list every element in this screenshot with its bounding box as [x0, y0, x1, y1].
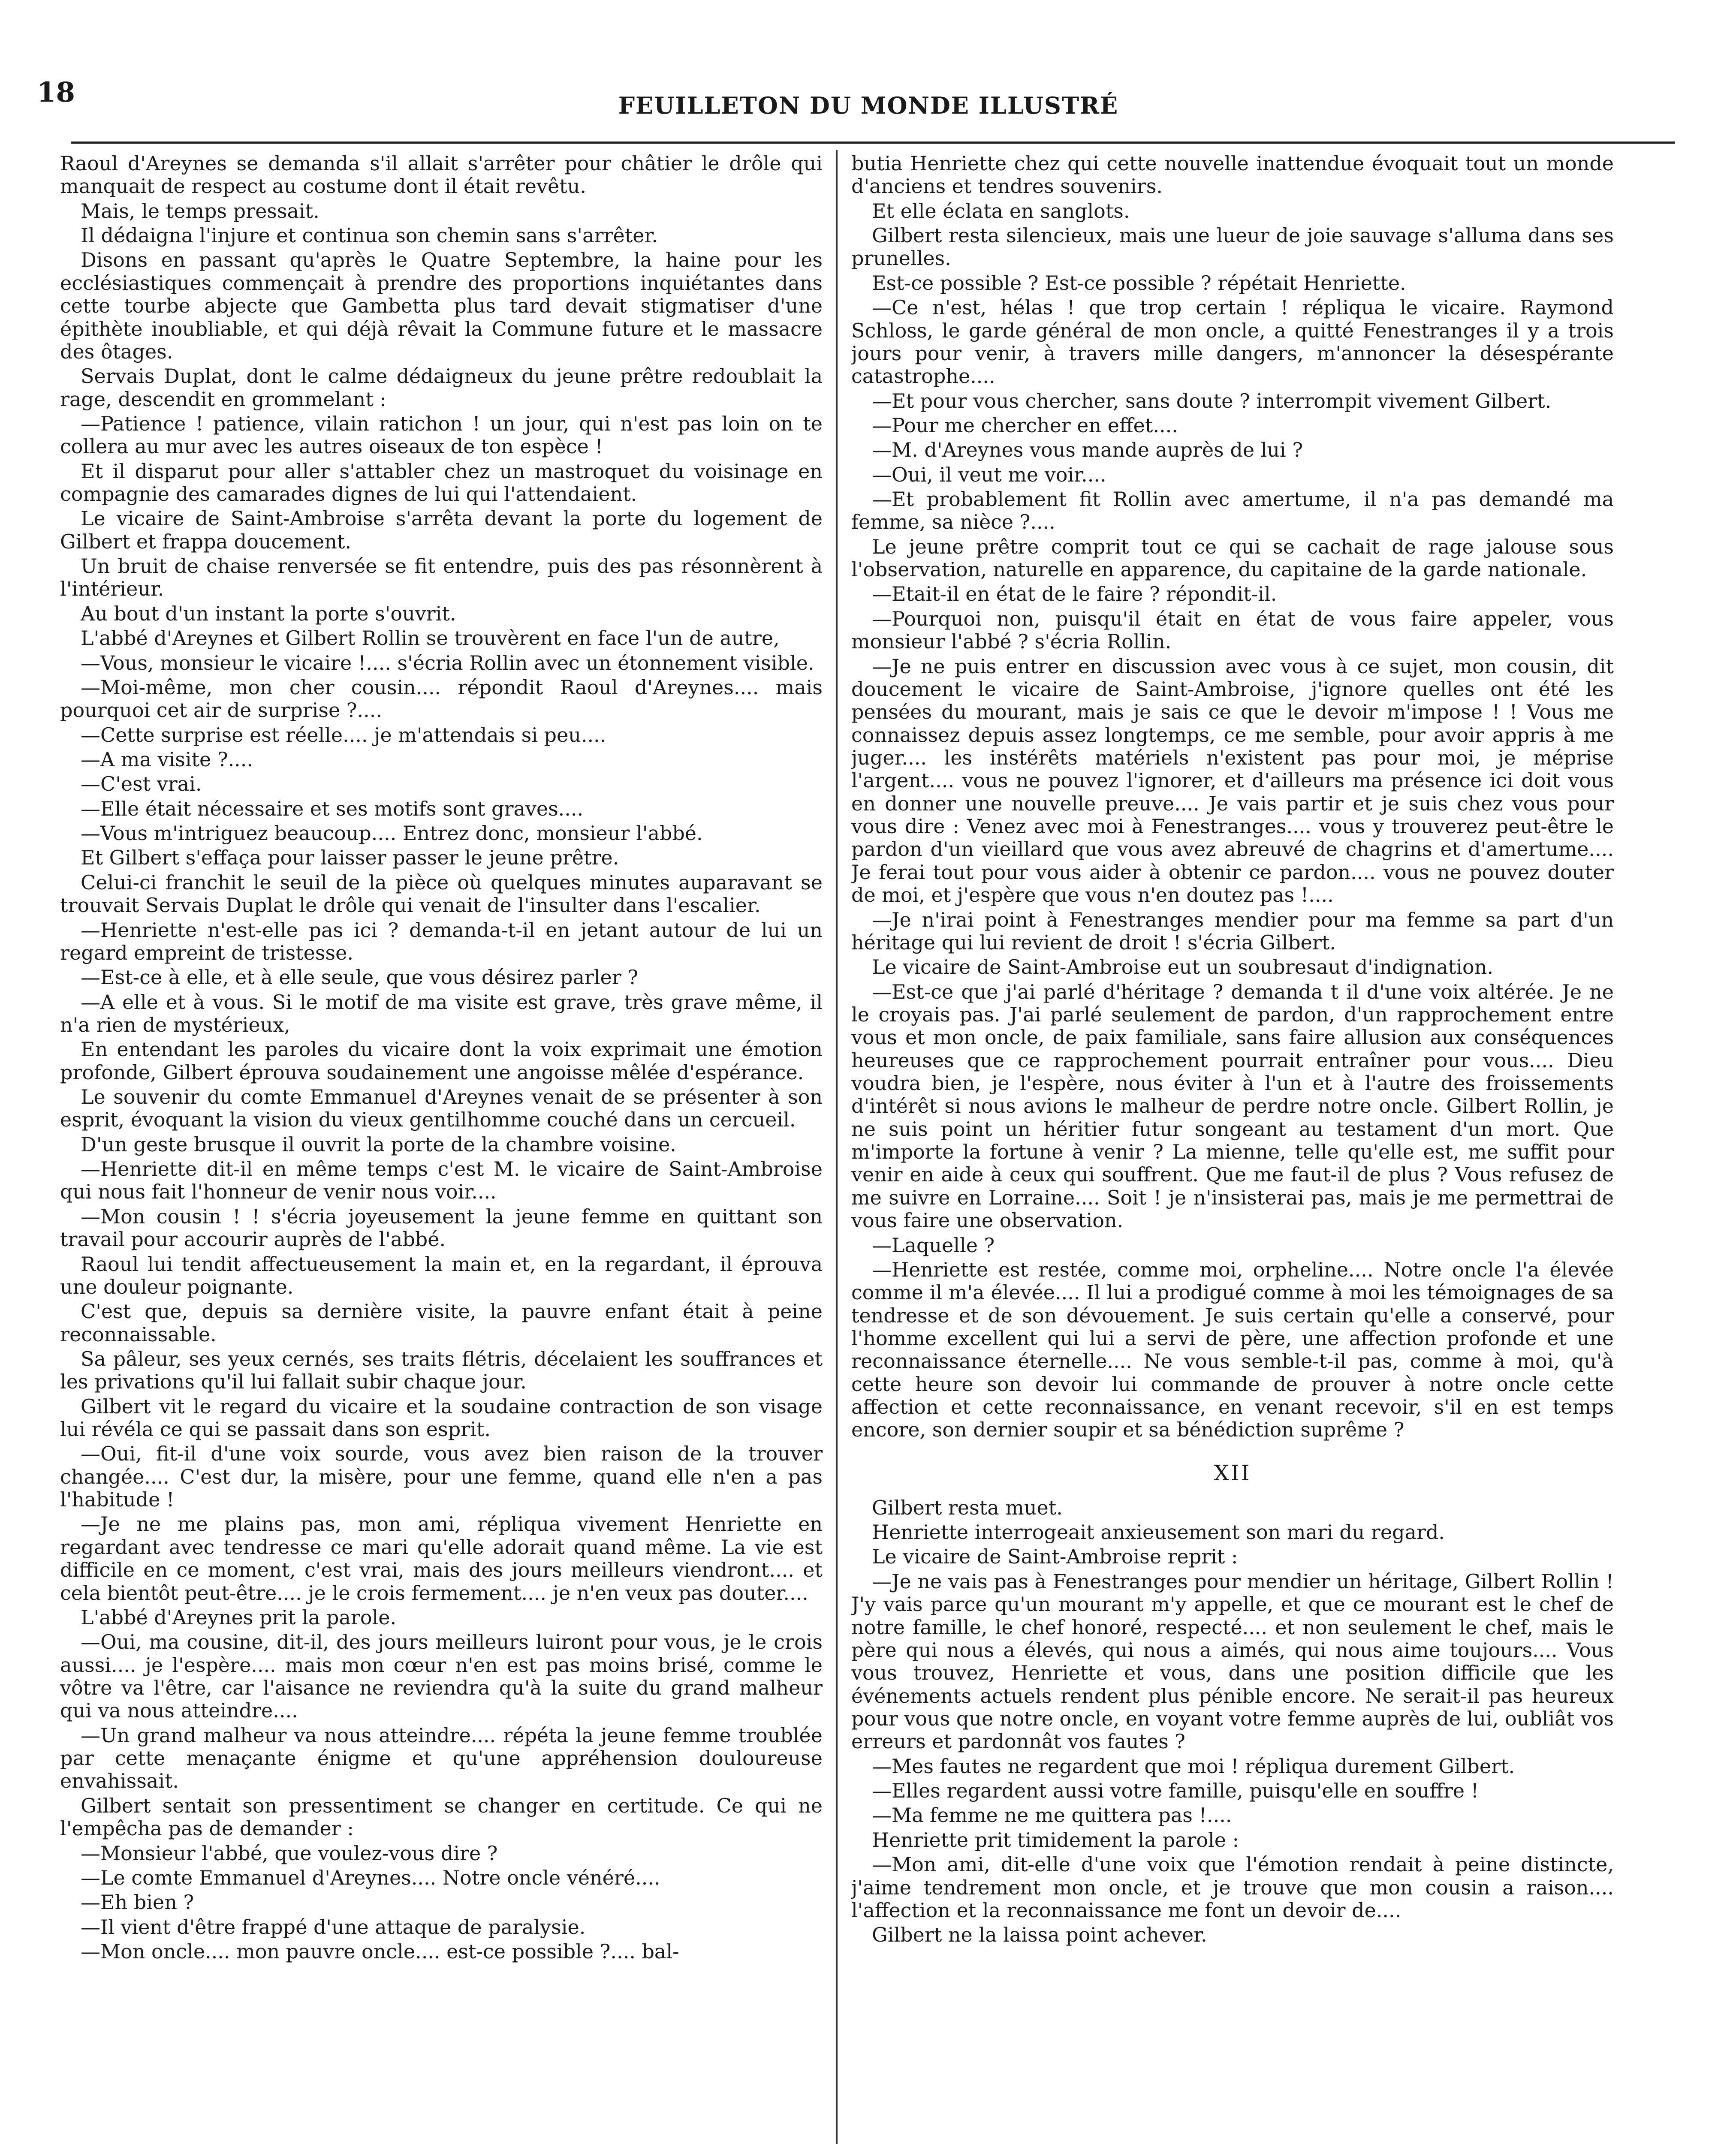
paragraph: —Je n'irai point à Fenestranges mendier pour ma femme sa part d'un héritage qui lui revient de droit ! s'écria Gilbert.: [851, 908, 1614, 954]
paragraph: —Est-ce que j'ai parlé d'héritage ? demanda t il d'une voix altérée. Je ne le croyais pas. J'ai parlé seulement de pardon, d'un rapprochement entre vous et mon oncle, de paix familiale, sans faire allusion aux conséquences heureuses que ce rapprochement pourrait entraîner pour vous.... Dieu voudra bien, je l'espère, nous éviter à l'un et à l'autre des froissements d'intérêt si nous avions le malheur de perdre notre oncle. Gilbert Rollin, je ne suis point un héritier futur songeant au testament d'un mort. Que m'importe la fortune à venir ? La mienne, telle qu'elle est, me suffit pour venir en aide à ceux qui souffrent. Que me faut-il de plus ? Vous refusez de me suivre en Lorraine.... Soit ! je n'insisterai pas, mais je me permettrai de vous faire une observation.: [851, 980, 1614, 1232]
paragraph: Et il disparut pour aller s'attabler chez un mastroquet du voisinage en compagnie des camarades dignes de lui qui l'attendaient.: [60, 459, 823, 506]
paragraph: —Et probablement fit Rollin avec amertume, il n'a pas demandé ma femme, sa nièce ?....: [851, 488, 1614, 534]
paragraph: Le souvenir du comte Emmanuel d'Areynes venait de se présenter à son esprit, évoquant la vision du vieux gentilhomme couché dans un cercueil.: [60, 1085, 823, 1132]
paragraph: —C'est vrai.: [81, 772, 202, 796]
header-rule: [71, 142, 1675, 144]
paragraph: —Henriette est restée, comme moi, orpheline.... Notre oncle l'a élevée comme il m'a élevée.... Il lui a prodigué comme à moi les témoignages de sa tendresse et de son dévouement. Je suis certain qu'elle a conservé, pour l'homme excellent qui lui a servi de père, une affection profonde et une reconnaissance éternelle.... Ne vous semble-t-il pas, comme à moi, qu'à cette heure son devoir lui commande de prouver à notre oncle cette affection et cette reconnaissance, en venant recevoir, s'il en est temps encore, son dernier soupir et sa bénédiction suprême ?: [851, 1258, 1614, 1442]
paragraph: Le vicaire de Saint-Ambroise eut un soubresaut d'indignation.: [872, 955, 1493, 979]
left-column: [60, 152, 823, 2144]
right-column: [851, 152, 1614, 2144]
paragraph: —Il vient d'être frappé d'une attaque de paralysie.: [81, 1915, 586, 1939]
paragraph: Servais Duplat, dont le calme dédaigneux du jeune prêtre redoublait la rage, descendit en grommelant :: [60, 364, 823, 411]
paragraph: Mais, le temps pressait.: [81, 199, 319, 223]
paragraph: —Moi-même, mon cher cousin.... répondit Raoul d'Areynes.... mais pourquoi cet air de surprise ?....: [60, 675, 823, 722]
paragraph: —Vous, monsieur le vicaire !.... s'écria Rollin avec un étonnement visible.: [81, 651, 814, 675]
paragraph: —Elles regardent aussi votre famille, puisqu'elle en souffre !: [872, 1779, 1479, 1803]
paragraph: butia Henriette chez qui cette nouvelle inattendue évoquait tout un monde d'anciens et tendres souvenirs.: [851, 152, 1614, 198]
paragraph: —Ma femme ne me quittera pas !....: [872, 1804, 1232, 1827]
paragraph: Un bruit de chaise renversée se fit entendre, puis des pas résonnèrent à l'intérieur.: [60, 554, 823, 601]
paragraph: Gilbert vit le regard du vicaire et la soudaine contraction de son visage lui révéla ce qui se passait dans son esprit.: [60, 1394, 823, 1441]
paragraph: Est-ce possible ? Est-ce possible ? répétait Henriette.: [872, 271, 1406, 295]
paragraph: Il dédaigna l'injure et continua son chemin sans s'arrêter.: [81, 224, 658, 247]
paragraph: —Un grand malheur va nous atteindre.... répéta la jeune femme troublée par cette menaçante énigme et qu'une appréhension douloureuse envahissait.: [60, 1723, 823, 1793]
paragraph: Henriette interrogeait anxieusement son mari du regard.: [872, 1521, 1445, 1544]
page-number: 18: [37, 76, 75, 108]
column-divider: [836, 150, 838, 2144]
paragraph: Raoul d'Areynes se demanda s'il allait s'arrêter pour châtier le drôle qui manquait de respect au costume dont il était revêtu.: [60, 152, 823, 198]
paragraph: C'est que, depuis sa dernière visite, la pauvre enfant était à peine reconnaissable.: [60, 1300, 823, 1346]
paragraph: Le vicaire de Saint-Ambroise reprit :: [872, 1545, 1238, 1569]
paragraph: —A ma visite ?....: [81, 747, 253, 771]
paragraph: Disons en passant qu'après le Quatre Septembre, la haine pour les ecclésiastiques commençait à prendre des proportions inquiétantes dans cette tourbe abjecte que Gambetta plus tard devait stigmatiser d'une épithète inoubliable, et qui déjà rêvait la Commune future et le massacre des ôtages.: [60, 248, 823, 363]
paragraph: Gilbert resta muet.: [872, 1496, 1063, 1519]
paragraph: —Pour me chercher en effet....: [872, 413, 1178, 437]
paragraph: —Vous m'intriguez beaucoup.... Entrez donc, monsieur l'abbé.: [81, 822, 703, 845]
paragraph: Et Gilbert s'effaça pour laisser passer le jeune prêtre.: [81, 846, 619, 870]
paragraph: —Je ne vais pas à Fenestranges pour mendier un héritage, Gilbert Rollin ! J'y vais parce qu'un mourant m'y appelle, et que ce mourant est le chef de notre famille, le chef honoré, respecté.... et non seulement le chef, mais le père qui nous a élevés, qui nous a aimés, qui nous aime toujours.... Vous vous trouvez, Henriette et vous, dans une position difficile que les événements actuels rendent plus pénible encore. Ne serait-il pas heureux pour vous que notre oncle, en voyant votre femme auprès de lui, oubliât vos erreurs et pardonnât vos fautes ?: [851, 1569, 1614, 1753]
paragraph: —Je ne puis entrer en discussion avec vous à ce sujet, mon cousin, dit doucement le vicaire de Saint-Ambroise, j'ignore quelles ont été les pensées du mourant, mais je sais ce que le devoir m'impose ! ! Vous me connaissez depuis assez longtemps, ce me semble, pour avoir appris à me juger.... les instérêts matériels n'existent pas pour moi, je méprise l'argent.... vous ne pouvez l'ignorer, et d'ailleurs ma présence ici doit vous en donner une nouvelle preuve.... Je vais partir et je suis chez vous pour vous dire : Venez avec moi à Fenestranges.... vous y trouverez peut-être le pardon d'un vieillard que vous avez abreuvé de chagrins et d'amertume.... Je ferai tout pour vous aider à obtenir ce pardon.... vous ne pouvez douter de moi, et j'espère que vous n'en doutez pas !....: [851, 654, 1614, 907]
paragraph: —Pourquoi non, puisqu'il était en état de vous faire appeler, vous monsieur l'abbé ? s'écria Rollin.: [851, 607, 1614, 653]
paragraph: —A elle et à vous. Si le motif de ma visite est grave, très grave même, il n'a rien de mystérieux,: [60, 990, 823, 1036]
paragraph: —M. d'Areynes vous mande auprès de lui ?: [872, 438, 1303, 462]
paragraph: —Oui, ma cousine, dit-il, des jours meilleurs luiront pour vous, je le crois aussi.... je l'espère.... mais mon cœur n'en est pas moins brisé, comme le vôtre va l'être, car l'aisance ne reviendra qu'à la suite du grand malheur qui va nous atteindre....: [60, 1630, 823, 1722]
paragraph: Raoul lui tendit affectueusement la main et, en la regardant, il éprouva une douleur poignante.: [60, 1252, 823, 1298]
paragraph: —Mes fautes ne regardent que moi ! répliqua durement Gilbert.: [872, 1754, 1515, 1778]
paragraph: —Ce n'est, hélas ! que trop certain ! répliqua le vicaire. Raymond Schloss, le garde général de mon oncle, a quitté Fenestranges il y a trois jours pour venir, à travers mille dangers, m'annoncer la désespérante catastrophe....: [851, 296, 1614, 388]
paragraph: —Henriette n'est-elle pas ici ? demanda-t-il en jetant autour de lui un regard empreint de tristesse.: [60, 918, 823, 964]
paragraph: —Est-ce à elle, et à elle seule, que vous désirez parler ?: [81, 966, 639, 989]
paragraph: —Cette surprise est réelle.... je m'attendais si peu....: [81, 723, 606, 747]
paragraph: Au bout d'un instant la porte s'ouvrit.: [81, 602, 456, 625]
paragraph: Sa pâleur, ses yeux cernés, ses traits flétris, décelaient les souffrances et les privations qu'il lui fallait subir chaque jour.: [60, 1347, 823, 1394]
paragraph: —Eh bien ?: [81, 1891, 194, 1914]
paragraph: Gilbert ne la laissa point achever.: [872, 1923, 1207, 1947]
paragraph: —Et pour vous chercher, sans doute ? interrompit vivement Gilbert.: [872, 389, 1552, 413]
paragraph: L'abbé d'Areynes prit la parole.: [81, 1605, 397, 1629]
paragraph: —Patience ! patience, vilain ratichon ! un jour, qui n'est pas loin on te collera au mur avec les autres oiseaux de ton espèce !: [60, 412, 823, 458]
paragraph: —Mon oncle.... mon pauvre oncle.... est-ce possible ?.... bal-: [81, 1939, 679, 1963]
paragraph: Gilbert sentait son pressentiment se changer en certitude. Ce qui ne l'empêcha pas de demander :: [60, 1794, 823, 1840]
paragraph: L'abbé d'Areynes et Gilbert Rollin se trouvèrent en face l'un de autre,: [81, 626, 780, 650]
paragraph: —Mon ami, dit-elle d'une voix que l'émotion rendait à peine distincte, j'aime tendrement mon oncle, et je trouve que mon cousin a raison.... l'affection et la reconnaissance me font un devoir de....: [851, 1853, 1614, 1922]
paragraph: Gilbert resta silencieux, mais une lueur de joie sauvage s'alluma dans ses prunelles.: [851, 224, 1614, 270]
paragraph: Le vicaire de Saint-Ambroise s'arrêta devant la porte du logement de Gilbert et frappa doucement.: [60, 507, 823, 553]
paragraph: —Oui, fit-il d'une voix sourde, vous avez bien raison de la trouver changée.... C'est dur, la misère, pour une femme, quand elle n'en a pas l'habitude !: [60, 1442, 823, 1512]
paragraph: —Mon cousin ! ! s'écria joyeusement la jeune femme en quittant son travail pour accourir auprès de l'abbé.: [60, 1204, 823, 1251]
paragraph: —Laquelle ?: [872, 1233, 995, 1257]
paragraph: —Oui, il veut me voir....: [872, 463, 1106, 486]
paragraph: Et elle éclata en sanglots.: [872, 199, 1130, 223]
paragraph: Henriette prit timidement la parole :: [872, 1828, 1239, 1852]
paragraph: Celui-ci franchit le seuil de la pièce où quelques minutes auparavant se trouvait Servais Duplat le drôle qui venait de l'insulter dans l'escalier.: [60, 870, 823, 917]
paragraph: —Je ne me plains pas, mon ami, répliqua vivement Henriette en regardant avec tendresse ce mari qu'elle adorait quand même. La vie est difficile en ce moment, c'est vrai, mais des jours meilleurs viendront.... et cela bientôt peut-être.... je le crois fermement.... je n'en veux pas douter....: [60, 1512, 823, 1605]
paragraph: En entendant les paroles du vicaire dont la voix exprimait une émotion profonde, Gilbert éprouva soudainement une angoisse mêlée d'espérance.: [60, 1038, 823, 1084]
paragraph: —Monsieur l'abbé, que voulez-vous dire ?: [81, 1841, 498, 1865]
paragraph: —Etait-il en état de le faire ? répondit-il.: [872, 582, 1277, 606]
chapter-heading: XII: [1214, 1460, 1251, 1485]
paragraph: —Henriette dit-il en même temps c'est M. le vicaire de Saint-Ambroise qui nous fait l'honneur de venir nous voir....: [60, 1157, 823, 1204]
paragraph: —Elle était nécessaire et ses motifs sont graves....: [81, 797, 584, 820]
paragraph: D'un geste brusque il ouvrit la porte de la chambre voisine.: [81, 1132, 676, 1156]
paragraph: —Le comte Emmanuel d'Areynes.... Notre oncle vénéré....: [81, 1866, 660, 1889]
journal-title: FEUILLETON DU MONDE ILLUSTRÉ: [618, 92, 1119, 119]
paragraph: Le jeune prêtre comprit tout ce qui se cachait de rage jalouse sous l'observation, naturelle en apparence, du capitaine de la garde nationale.: [851, 535, 1614, 581]
